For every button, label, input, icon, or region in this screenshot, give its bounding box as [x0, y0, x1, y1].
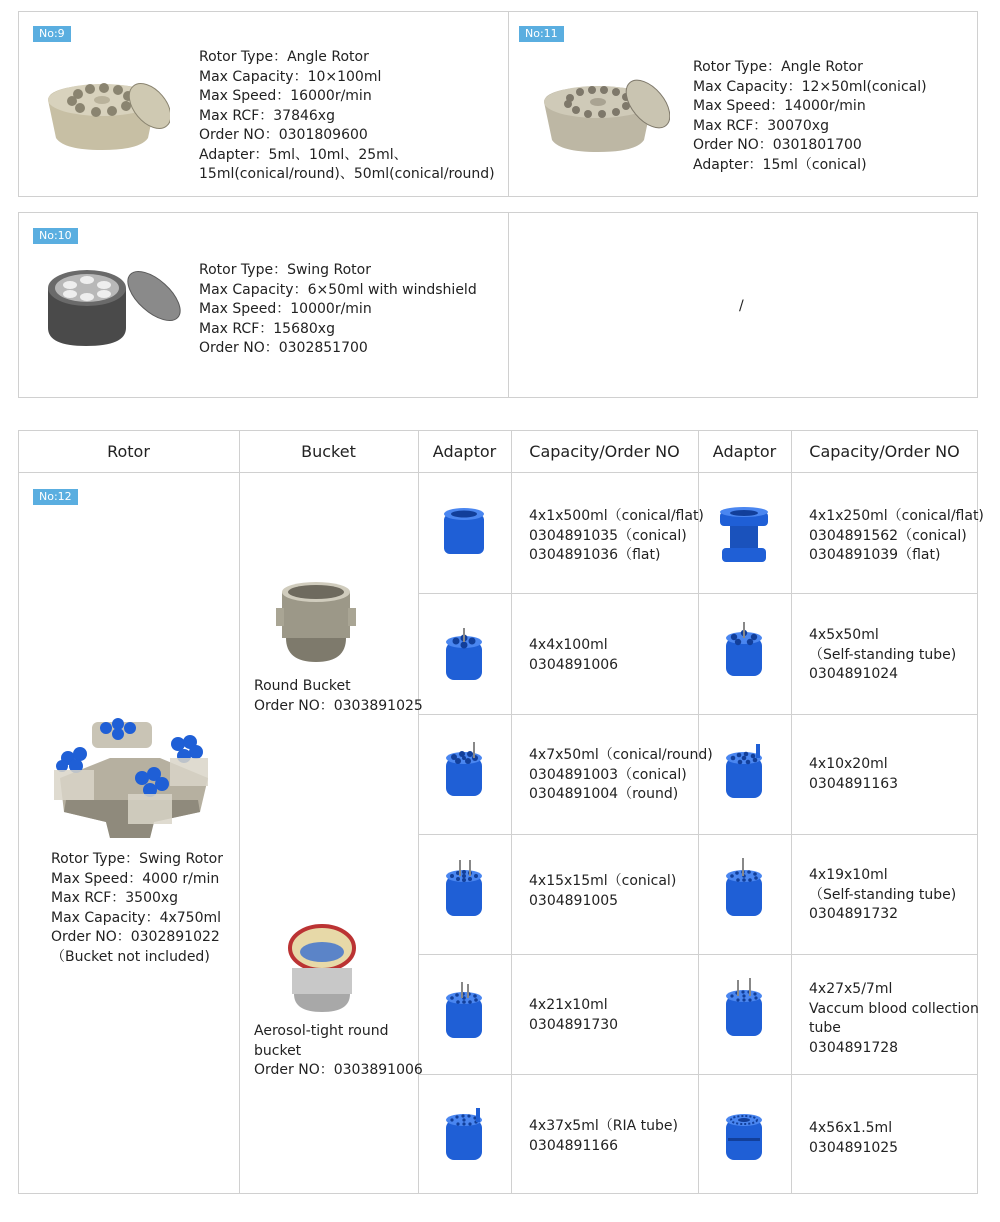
row-divider [418, 834, 978, 835]
adaptor-4x100ml-image [442, 626, 486, 684]
header-rotor: Rotor [107, 442, 150, 461]
adaptor-4x27x5ml-image [722, 976, 766, 1040]
round-bucket-info: Round Bucket Order NO：0303891025 [254, 678, 423, 714]
capacity-left-row-6: 4x37x5ml（RIA tube) 0304891166 [529, 1118, 678, 1154]
round-bucket-image [274, 578, 358, 664]
col-divider [511, 430, 512, 1194]
adaptor-250ml-image [718, 506, 770, 566]
header-adaptor: Adaptor [432, 442, 497, 461]
capacity-right-row-3: 4x10x20ml 0304891163 [809, 756, 899, 792]
adaptor-500ml-image [440, 506, 488, 560]
capacity-left-row-5: 4x21x10ml 0304891730 [529, 997, 619, 1033]
adaptor-4x15x15ml-image [442, 858, 486, 920]
empty-cell-slash: / [739, 298, 744, 314]
swing-rotor-image-no10 [46, 266, 186, 350]
card-divider [508, 11, 509, 197]
header-adaptor: Adaptor [712, 442, 777, 461]
capacity-right-row-5: 4x27x5/7ml Vaccum blood collection tube 0304891728 [809, 981, 979, 1056]
rotor-info-no9: Rotor Type：Angle Rotor Max Capacity：10×100ml Max Speed：16000r/min Max RCF：37846xg Order NO：0301809600 Adapter：5ml、10ml、25ml、 15ml(conical/round)、50ml(conical/round) [199, 49, 495, 182]
row-divider [418, 593, 978, 594]
adaptor-4x19x10ml-image [722, 856, 766, 920]
card-divider [508, 212, 509, 398]
rotor-tag-no12: No:12 [33, 489, 78, 505]
capacity-right-row-2: 4x5x50ml （Self-standing tube) 0304891024 [809, 627, 957, 682]
capacity-right-row-6: 4x56x1.5ml 0304891025 [809, 1120, 899, 1156]
capacity-right-row-4: 4x19x10ml （Self-standing tube) 0304891732 [809, 867, 957, 922]
adaptor-4x37x5ml-image [442, 1106, 486, 1164]
rotor-info-no12: Rotor Type：Swing Rotor Max Speed：4000 r/min Max RCF：3500xg Max Capacity：4x750ml Order NO：0302891022 （Bucket not included) [51, 851, 223, 965]
adaptor-4x5x50ml-image [722, 620, 766, 680]
row-divider [418, 1074, 978, 1075]
aerosol-tight-bucket-image [286, 922, 358, 1014]
header-capacity: Capacity/Order NO [809, 442, 960, 461]
adaptor-4x21x10ml-image [442, 980, 486, 1042]
rotor-tag-no10: No:10 [33, 228, 78, 244]
col-divider [239, 430, 240, 1194]
rotor-tag-no9: No:9 [33, 26, 71, 42]
capacity-left-row-3: 4x7x50ml（conical/round) 0304891003（conical) 0304891004（round) [529, 747, 713, 802]
col-divider [791, 430, 792, 1194]
swing-rotor-image-no12 [50, 718, 214, 840]
rotor-info-no10: Rotor Type：Swing Rotor Max Capacity：6×50ml with windshield Max Speed：10000r/min Max RCF：15680xg Order NO：0302851700 [199, 262, 477, 356]
rotor-tag-no11: No:11 [519, 26, 564, 42]
aerosol-tight-bucket-info: Aerosol-tight round bucket Order NO：0303891006 [254, 1023, 423, 1078]
adaptor-4x7x50ml-image [442, 740, 486, 800]
row-divider [418, 954, 978, 955]
header-bucket: Bucket [301, 442, 356, 461]
adaptor-4x56x1.5ml-image [722, 1108, 766, 1164]
adaptor-4x10x20ml-image [722, 740, 766, 802]
capacity-left-row-1: 4x1x500ml（conical/flat) 0304891035（conical) 0304891036（flat) [529, 508, 704, 563]
angle-rotor-image-no11 [540, 70, 670, 158]
angle-rotor-image-no9 [44, 68, 170, 156]
capacity-left-row-2: 4x4x100ml 0304891006 [529, 637, 619, 673]
rotor-info-no11: Rotor Type：Angle Rotor Max Capacity：12×50ml(conical) Max Speed：14000r/min Max RCF：30070xg Order NO：0301801700 Adapter：15ml（conical) [693, 59, 927, 173]
capacity-left-row-4: 4x15x15ml（conical) 0304891005 [529, 873, 677, 909]
header-capacity: Capacity/Order NO [529, 442, 680, 461]
capacity-right-row-1: 4x1x250ml（conical/flat) 0304891562（conical) 0304891039（flat) [809, 508, 984, 563]
row-divider [418, 714, 978, 715]
